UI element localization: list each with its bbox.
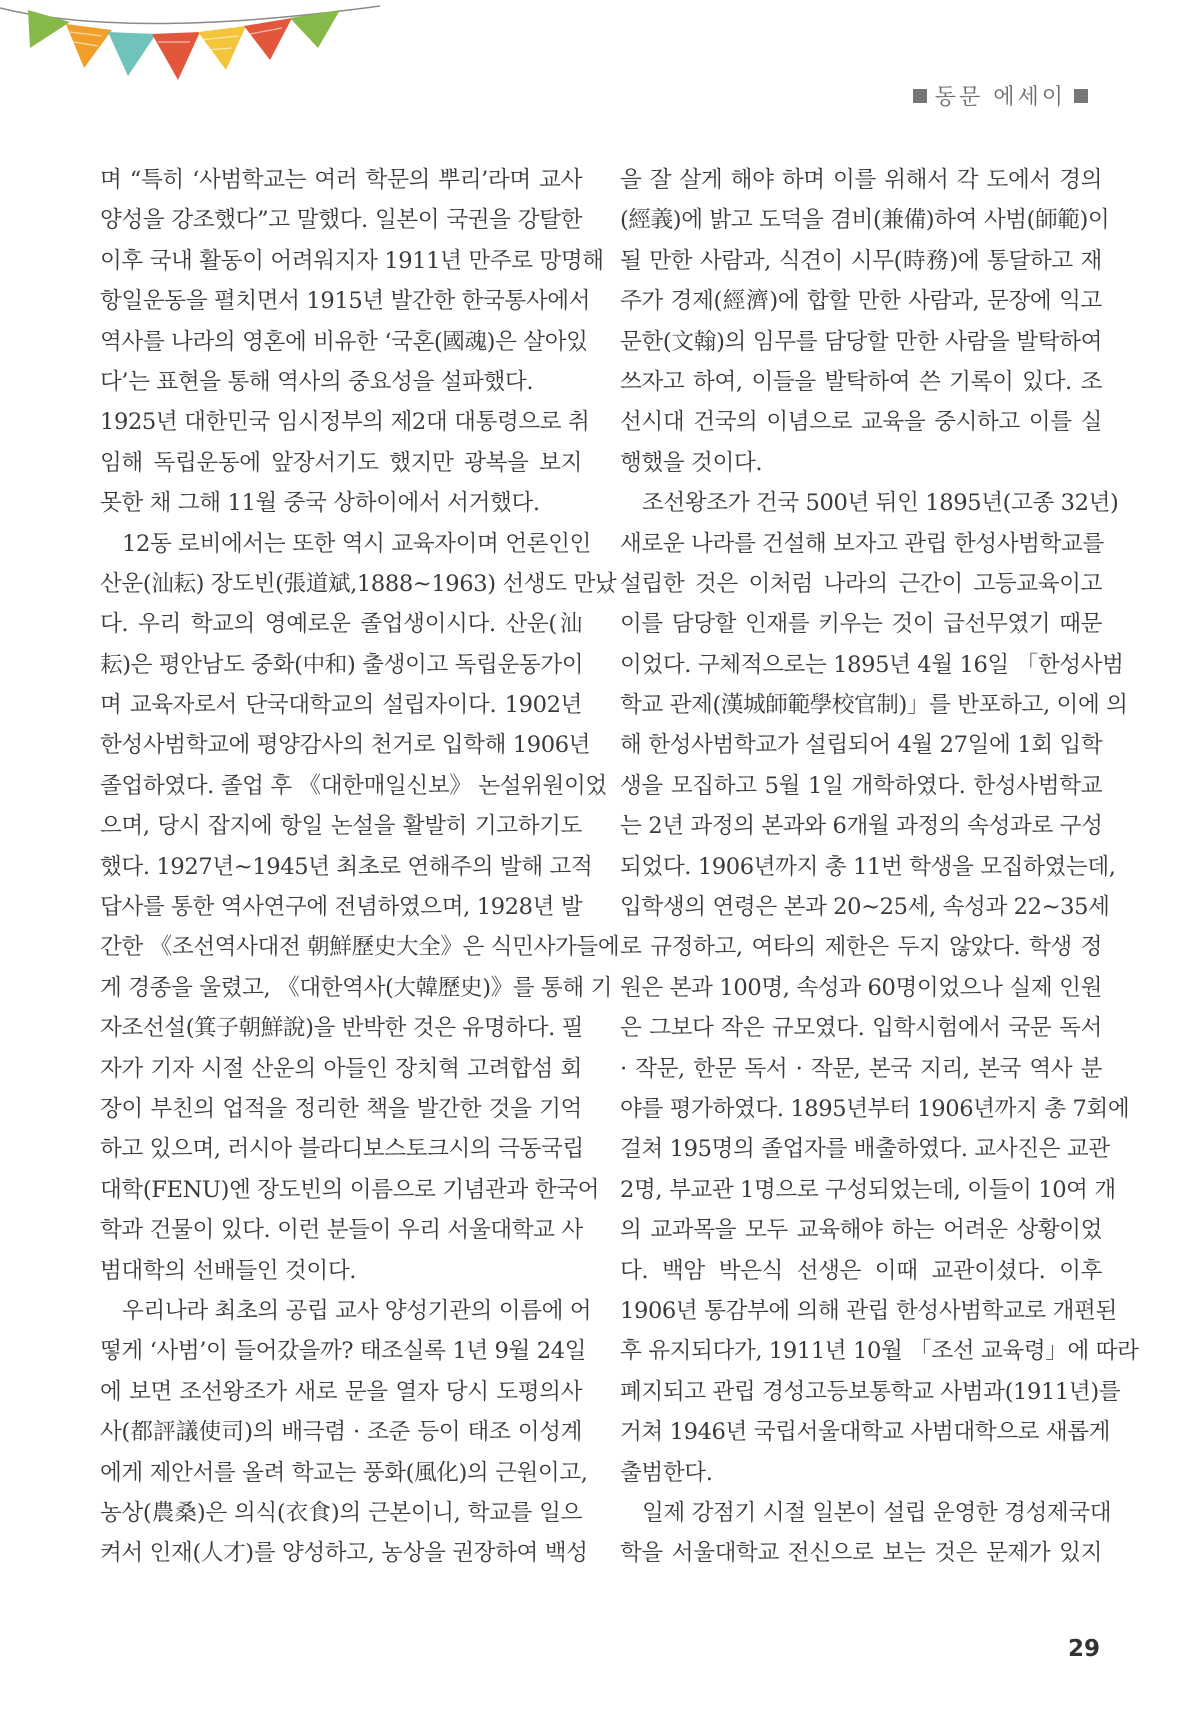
flag-5 [198,26,246,70]
text-line: 하고 있으며, 러시아 블라디보스토크시의 극동국립 [100,1136,584,1163]
flag-1 [28,10,70,48]
text-line: 걸쳐 195명의 졸업자를 배출하였다. 교사진은 교관 [620,1136,1110,1163]
text-line: 해 한성사범학교가 설립되어 4월 27일에 1회 입학 [620,732,1103,759]
text-line: 은 그보다 작은 규모였다. 입학시험에서 국문 독서 [620,1015,1102,1042]
text-line: 선시대 건국의 이념으로 교육을 중시하고 이를 실 [620,409,1102,436]
text-line: 답사를 통한 역사연구에 전념하였으며, 1928년 발 [100,894,583,921]
text-line: 범대학의 선배들인 것이다. [100,1257,357,1284]
flag-4 [152,32,200,80]
text-line: 의 교과목을 모두 교육해야 하는 어려운 상황이었 [620,1217,1102,1244]
text-line: 항일운동을 펼치면서 1915년 발간한 한국통사에서 [100,288,591,315]
text-line: 입학생의 연령은 본과 20~25세, 속성과 22~35세 [620,894,1110,921]
text-line: 행했을 것이다. [620,449,763,476]
text-line: 학을 서울대학교 전신으로 보는 것은 문제가 있지 [620,1540,1102,1567]
text-line: 사(都評議使司)의 배극렴 · 조준 등이 태조 이성계 [100,1419,582,1446]
text-line: 며 “특히 ‘사범학교는 여러 학문의 뿌리’라며 교사 [100,167,582,193]
page-number: 29 [1067,1636,1100,1662]
text-line: 자가 기자 시절 산운의 아들인 장치혁 고려합섬 회 [100,1055,582,1082]
text-line: 학과 건물이 있다. 이런 분들이 우리 서울대학교 사 [100,1217,583,1244]
text-line: 야를 평가하였다. 1895년부터 1906년까지 총 7회에 [620,1095,1130,1122]
text-line: 한성사범학교에 평양감사의 천거로 입학해 1906년 [100,732,591,759]
text-line: 역사를 나라의 영혼에 비유한 ‘국혼(國魂)은 살아있 [100,328,588,355]
text-line: 못한 채 그해 11월 중국 상하이에서 서거했다. [100,490,540,517]
text-line: 다’는 표현을 통해 역사의 중요성을 설파했다. [100,368,534,395]
text-line: 졸업하였다. 졸업 후 《대한매일신보》 논설위원이었 [100,772,607,799]
text-line: · 작문, 한문 독서 · 작문, 본국 지리, 본국 역사 분 [620,1055,1102,1082]
text-line: 농상(農桑)은 의식(衣食)의 근본이니, 학교를 일으 [100,1499,582,1526]
text-line: 거쳐 1946년 국립서울대학교 사범대학으로 새롭게 [620,1419,1111,1446]
text-line: 며 교육자로서 단국대학교의 설립자이다. 1902년 [100,692,582,719]
bunting-decoration [0,0,380,105]
text-line: 쓰자고 하여, 이들을 발탁하여 쓴 기록이 있다. 조 [620,368,1102,395]
text-line: 12동 로비에서는 또한 역시 교육자이며 언론인인 [122,530,591,557]
text-line: 에게 제안서를 올려 학교는 풍화(風化)의 근원이고, [100,1459,588,1486]
flag-3 [108,32,156,76]
text-line: 되었다. 1906년까지 총 11번 학생을 모집하였는데, [620,853,1116,880]
text-line: 간한 《조선역사대전 朝鮮歷史大全》은 식민사가들에 [100,934,620,961]
text-line: 耘)은 평안남도 중화(中和) 출생이고 독립운동가이 [100,651,584,678]
text-line: 1925년 대한민국 임시정부의 제2대 대통령으로 취 [100,409,590,436]
left-text-column [100,160,620,1574]
text-line: 했다. 1927년~1945년 최초로 연해주의 발해 고적 [100,853,593,880]
text-line: 다. 우리 학교의 영예로운 졸업생이시다. 산운(汕 [100,611,582,638]
text-line: 을 잘 살게 해야 하며 이를 위해서 각 도에서 경의 [620,167,1102,193]
text-line: 주가 경제(經濟)에 합할 만한 사람과, 문장에 익고 [620,288,1102,315]
text-line: 학교 관제(漢城師範學校官制)」를 반포하고, 이에 의 [620,692,1128,719]
flag-2 [66,24,112,68]
text-line: 생을 모집하고 5월 1일 개학하였다. 한성사범학교 [620,772,1102,799]
text-line: 후 유지되다가, 1911년 10월 「조선 교육령」에 따라 [620,1338,1139,1365]
square-bullet-icon [1074,89,1088,103]
right-text-column [620,160,1139,1574]
text-line: 자조선설(箕子朝鮮說)을 반박한 것은 유명하다. 필 [100,1015,584,1042]
text-line: 조선왕조가 건국 500년 뒤인 1895년(고종 32년) [642,490,1119,517]
text-line: 출범한다. [620,1459,713,1486]
text-line: 일제 강점기 시절 일본이 설립 운영한 경성제국대 [642,1499,1112,1526]
flag-6 [244,18,292,60]
text-line: 이었다. 구체적으로는 1895년 4월 16일 「한성사범 [620,651,1124,678]
text-line: 설립한 것은 이처럼 나라의 근간이 고등교육이고 [620,570,1102,597]
text-line: 로 규정하고, 여타의 제한은 두지 않았다. 학생 정 [620,934,1102,961]
section-label [913,80,1088,111]
text-line: 장이 부친의 업적을 정리한 책을 발간한 것을 기억 [100,1095,582,1122]
text-line: 떻게 ‘사범’이 들어갔을까? 태조실록 1년 9월 24일 [100,1338,587,1365]
section-title: 동문 에세이 [934,85,1066,110]
text-line: 게 경종을 울렸고, 《대한역사(大韓歷史)》를 통해 기 [100,974,613,1001]
text-line: 에 보면 조선왕조가 새로 문을 열자 당시 도평의사 [100,1378,582,1405]
text-line: 다. 백암 박은식 선생은 이때 교관이셨다. 이후 [620,1257,1102,1284]
text-line: 원은 본과 100명, 속성과 60명이었으나 실제 인원 [620,974,1102,1001]
text-line: 2명, 부교관 1명으로 구성되었는데, 이들이 10여 개 [620,1176,1116,1203]
text-line: 산운(汕耘) 장도빈(張道斌,1888~1963) 선생도 만났 [100,570,617,597]
text-line: 이를 담당할 인재를 키우는 것이 급선무였기 때문 [620,611,1102,638]
text-line: 문한(文翰)의 임무를 담당할 만한 사람을 발탁하여 [620,328,1102,355]
square-bullet-icon [913,89,927,103]
text-line: 1906년 통감부에 의해 관립 한성사범학교로 개편된 [620,1297,1117,1324]
text-line: 우리나라 최초의 공립 교사 양성기관의 이름에 어 [122,1297,592,1324]
text-line: 으며, 당시 잡지에 항일 논설을 활발히 기고하기도 [100,813,582,840]
text-line: 임해 독립운동에 앞장서기도 했지만 광복을 보지 [100,449,582,476]
text-line: 이후 국내 활동이 어려워지자 1911년 만주로 망명해 [100,247,604,274]
text-line: 새로운 나라를 건설해 보자고 관립 한성사범학교를 [620,530,1104,557]
text-line: 될 만한 사람과, 식견이 시무(時務)에 통달하고 재 [620,247,1102,274]
text-line: (經義)에 밝고 도덕을 겸비(兼備)하여 사범(師範)이 [620,207,1110,234]
text-line: 대학(FENU)엔 장도빈의 이름으로 기념관과 한국어 [100,1176,599,1203]
text-line: 양성을 강조했다”고 말했다. 일본이 국권을 강탈한 [100,207,582,234]
text-line: 켜서 인재(人才)를 양성하고, 농상을 권장하여 백성 [100,1540,588,1567]
text-line: 폐지되고 관립 경성고등보통학교 사범과(1911년)를 [620,1378,1121,1405]
text-line: 는 2년 과정의 본과와 6개월 과정의 속성과로 구성 [620,813,1103,840]
